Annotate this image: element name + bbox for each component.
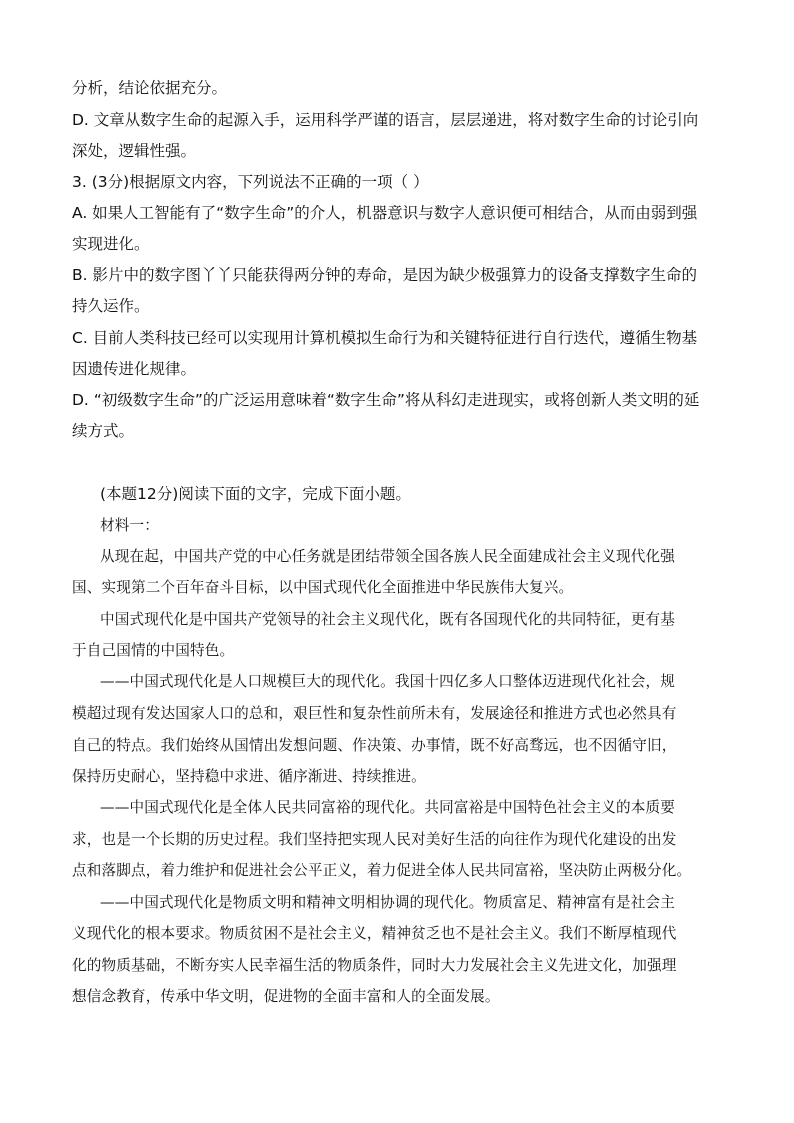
- material-line: 点和落脚点，着力维护和促进社会公平正义，着力促进全体人民共同富裕，坚决防止两极分化。: [72, 862, 692, 879]
- reading-intro: (本题12分)阅读下面的文字，完成下面小题。: [100, 485, 411, 503]
- text-line: 深处，逻辑性强。: [72, 142, 197, 160]
- material-line: 自己的特点。我们始终从国情出发想问题、作决策、办事情，既不好高骛远，也不因循守旧，: [72, 737, 677, 754]
- option-d-line: D. “初级数字生命”的广泛运用意味着“数字生命”将从科幻走进现实，或将创新人类文明的延: [72, 391, 700, 409]
- text-line: 实现进化。: [72, 235, 150, 253]
- material-line: 义现代化的根本要求。物质贫困不是社会主义，精神贫乏也不是社会主义。我们不断厚植现代: [72, 925, 677, 942]
- material-line: 保持历史耐心，坚持稳中求进、循序渐进、持续推进。: [72, 768, 426, 785]
- material-line: ——中国式现代化是全体人民共同富裕的现代化。共同富裕是中国特色社会主义的本质要: [100, 799, 676, 816]
- material-line: 想信念教育，传承中华文明，促进物的全面丰富和人的全面发展。: [72, 988, 500, 1005]
- text-line: 持久运作。: [72, 297, 150, 315]
- material-line: ——中国式现代化是物质文明和精神文明相协调的现代化。物质富足、精神富有是社会主: [100, 894, 676, 911]
- option-d-line: D. 文章从数字生命的起源入手，运用科学严谨的语言，层层递进，将对数字生命的讨论引向: [72, 111, 699, 129]
- text-line: 分析，结论依据充分。: [72, 79, 228, 97]
- material-line: 模超过现有发达国家人口的总和，艰巨性和复杂性前所未有，发展途径和推进方式也必然具有: [72, 705, 677, 722]
- material-line: ——中国式现代化是人口规模巨大的现代化。我国十四亿多人口整体迈进现代化社会，规: [100, 673, 676, 690]
- material-line: 从现在起，中国共产党的中心任务就是团结带领全国各族人民全面建成社会主义现代化强: [100, 548, 676, 565]
- option-c-line: C. 目前人类科技已经可以实现用计算机模拟生命行为和关键特征进行自行迭代，遵循生物基: [72, 329, 698, 347]
- option-b-line: B. 影片中的数字图丫丫只能获得两分钟的寿命，是因为缺少极强算力的设备支撑数字生命的: [72, 266, 697, 284]
- question-3-title: 3. (3分)根据原文内容，下列说法不正确的一项（ ）: [72, 173, 429, 191]
- option-a-line: A. 如果人工智能有了“数字生命”的介人，机器意识与数字人意识便可相结合，从而由弱到强: [72, 204, 698, 222]
- material-line: 于自己国情的中国特色。: [72, 642, 235, 659]
- material-line: 化的物质基础，不断夯实人民幸福生活的物质条件，同时大力发展社会主义先进文化，加强理: [72, 957, 677, 974]
- text-line: 因遗传进化规律。: [72, 360, 197, 378]
- material-line: 中国式现代化是中国共产党领导的社会主义现代化，既有各国现代化的共同特征，更有基: [100, 611, 676, 628]
- text-line: 续方式。: [72, 422, 135, 440]
- material-label: 材料一：: [100, 517, 159, 534]
- material-line: 国、实现第二个百年奋斗目标，以中国式现代化全面推进中华民族伟大复兴。: [72, 579, 574, 596]
- material-line: 求，也是一个长期的历史过程。我们坚持把实现人民对美好生活的向往作为现代化建设的出发: [72, 831, 677, 848]
